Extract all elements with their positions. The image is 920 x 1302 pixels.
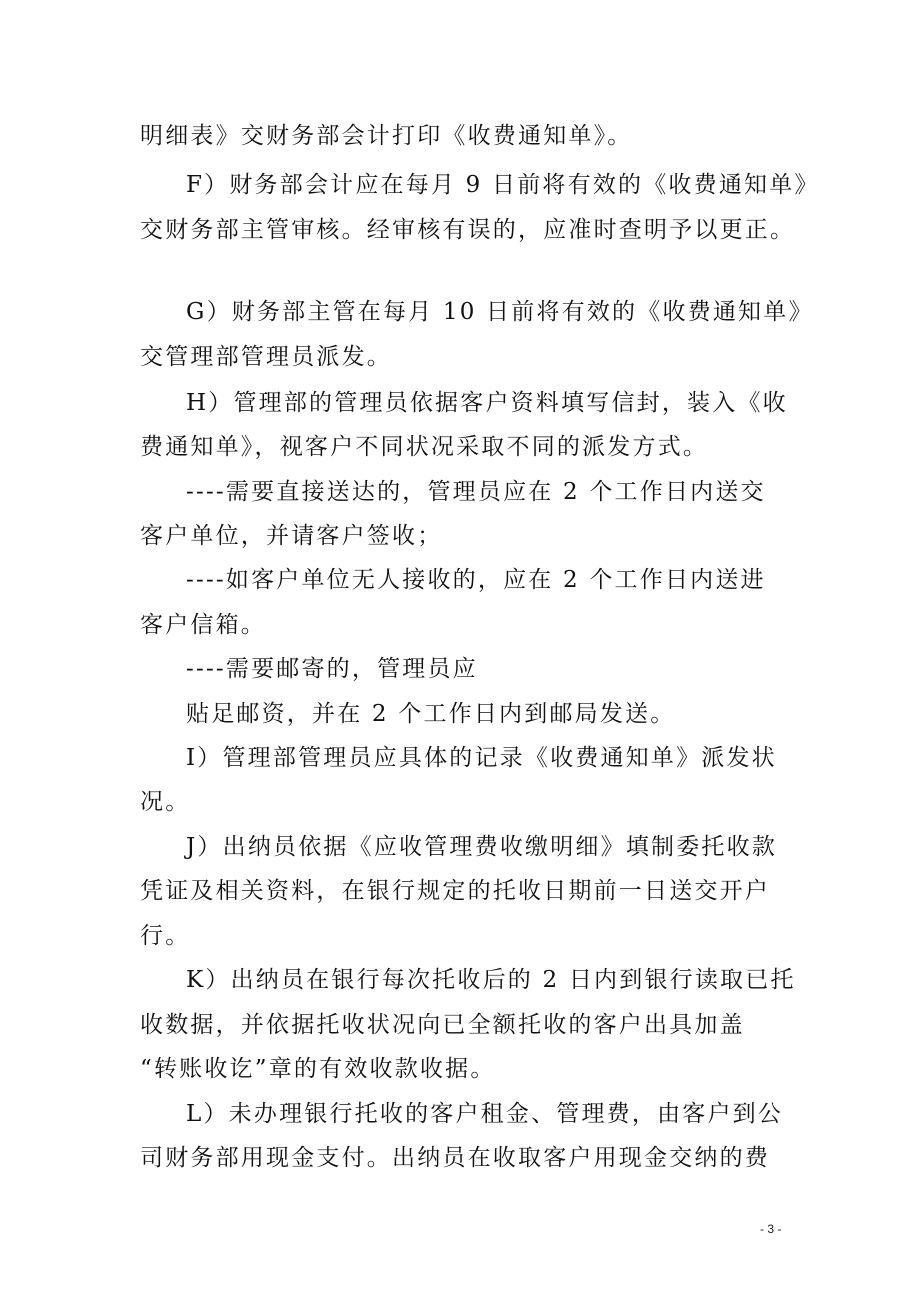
text-line: 凭证及相关资料，在银行规定的托收日期前一日送交开户 xyxy=(140,878,770,904)
text-line: 贴足邮资，并在 2 个工作日内到邮局发送。 xyxy=(186,701,676,727)
text-line: 交管理部管理员派发。 xyxy=(140,344,392,370)
text-line: I）管理部管理员应具体的记录《收费通知单》派发状 xyxy=(186,745,777,771)
text-line: J）出纳员依据《应收管理费收缴明细》填制委托收款 xyxy=(186,834,778,860)
text-line: K）出纳员在银行每次托收后的 2 日内到银行读取已托 xyxy=(186,967,796,993)
text-line: ----需要直接送达的，管理员应在 2 个工作日内送交 xyxy=(186,479,766,505)
page-number: - 3 - xyxy=(760,1222,782,1236)
text-line: 客户单位，并请客户签收； xyxy=(140,523,443,549)
text-line: F）财务部会计应在每月 9 日前将有效的《收费通知单》 xyxy=(186,172,820,198)
text-line: 行。 xyxy=(140,923,191,949)
text-line: 费通知单》，视客户不同状况采取不同的派发方式。 xyxy=(140,434,709,460)
text-line: “转账收讫”章的有效收款收据。 xyxy=(140,1056,496,1082)
text-line: 客户信箱。 xyxy=(140,612,266,638)
text-line: 明细表》交财务部会计打印《收费通知单》。 xyxy=(140,123,633,149)
text-line: 况。 xyxy=(140,789,191,815)
text-line: 交财务部主管审核。经审核有误的，应准时查明予以更正。 xyxy=(140,217,796,243)
text-line: H）管理部的管理员依据客户资料填写信封，装入《收 xyxy=(186,390,788,416)
text-line: 收数据，并依据托收状况向已全额托收的客户出具加盖 xyxy=(140,1012,745,1038)
text-line: L）未办理银行托收的客户租金、管理费，由客户到公 xyxy=(186,1101,784,1127)
text-line: ----如客户单位无人接收的，应在 2 个工作日内送进 xyxy=(186,567,766,593)
text-line: ----需要邮寄的，管理员应 xyxy=(186,656,478,682)
text-line: 司财务部用现金支付。出纳员在收取客户用现金交纳的费 xyxy=(140,1145,770,1171)
text-line: G）财务部主管在每月 10 日前将有效的《收费通知单》 xyxy=(186,299,814,325)
